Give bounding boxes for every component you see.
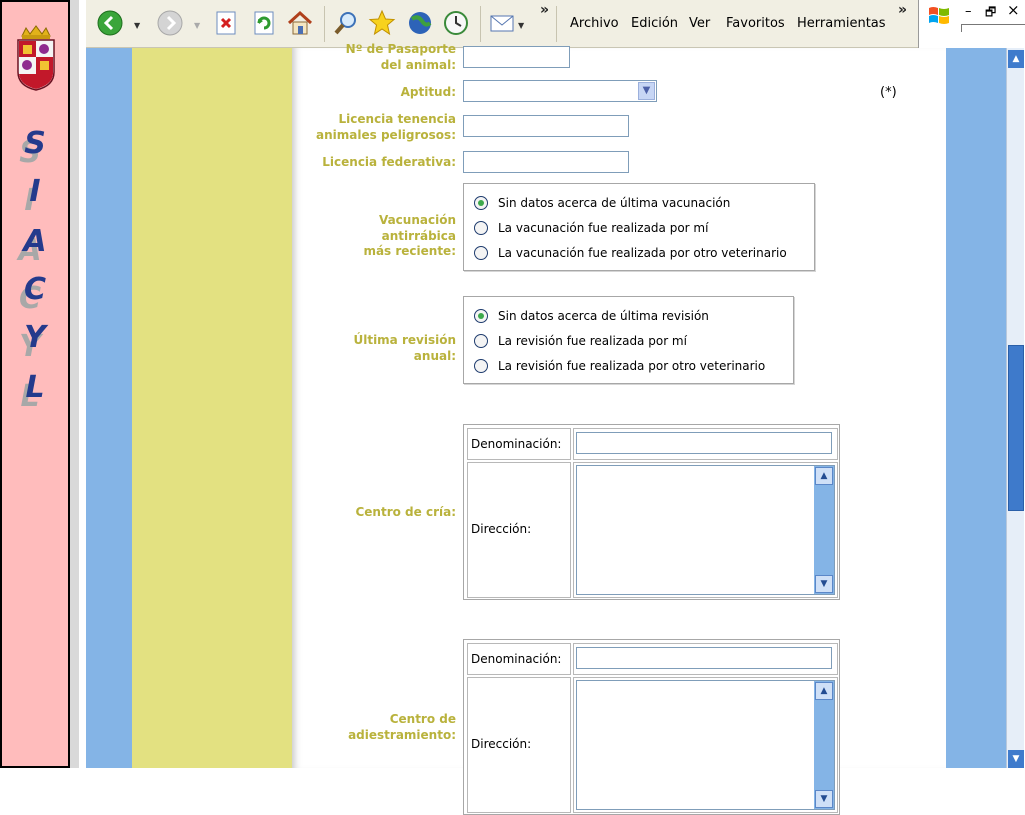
required-note: (*) [880, 85, 897, 100]
favorites-star-icon[interactable] [368, 9, 396, 37]
radio-selected[interactable] [474, 309, 488, 323]
aptitud-label: Aptitud: [400, 85, 456, 99]
radio-unselected[interactable] [474, 221, 488, 235]
mail-icon[interactable] [488, 9, 516, 37]
toolbar-separator [480, 6, 481, 42]
minimize-button[interactable]: – [965, 4, 972, 19]
centro-adiestramiento-denominacion-input[interactable] [576, 647, 832, 669]
browser-toolbar [86, 0, 1024, 48]
forward-icon[interactable] [156, 9, 184, 37]
brand-sidebar [0, 0, 70, 768]
radio-label: La revisión fue realizada por mí [498, 334, 687, 348]
home-icon[interactable] [286, 9, 314, 37]
close-button[interactable]: × [1007, 1, 1020, 19]
brand-letter-y: Y [24, 320, 46, 355]
radio-label: La revisión fue realizada por otro veterinario [498, 359, 766, 373]
scroll-down-icon[interactable]: ▼ [815, 575, 833, 593]
radio-unselected[interactable] [474, 334, 488, 348]
passport-label-line1: Nº de Pasaporte [345, 42, 456, 56]
radio-label: Sin datos acerca de última vacunación [498, 196, 731, 210]
toolbar-separator [324, 6, 325, 42]
denominacion-cell [467, 428, 571, 460]
windows-logo-icon [927, 4, 951, 28]
revision-label-line1: Última revisión [353, 333, 456, 347]
revision-label-line2: anual: [413, 349, 456, 363]
window-controls [918, 0, 1024, 48]
brand-letter-i: I [29, 174, 41, 209]
denominacion-label: Denominación: [471, 652, 562, 666]
scroll-up-icon[interactable]: ▲ [815, 467, 833, 485]
centro-adiestramiento-direccion-textarea[interactable] [576, 680, 835, 810]
licencia-peligrosos-label-line1: Licencia tenencia [338, 112, 456, 126]
direccion-label: Dirección: [471, 522, 532, 536]
scroll-down-icon[interactable]: ▼ [1008, 750, 1024, 768]
radio-label: La vacunación fue realizada por mí [498, 221, 709, 235]
brand-letter-c: C [23, 272, 47, 307]
forward-dropdown-icon[interactable]: ▼ [194, 21, 201, 30]
restore-button[interactable]: 🗗 [985, 5, 997, 19]
textarea-scrollbar[interactable] [814, 466, 834, 594]
direccion-input-cell [573, 677, 838, 813]
menu-overflow-chevron[interactable]: » [898, 2, 908, 18]
page-left-margin [86, 48, 132, 768]
page-scrollbar[interactable] [1006, 48, 1024, 768]
brand-letter-a: A [23, 224, 47, 259]
direccion-cell [467, 677, 571, 813]
brand-letter-s: S [24, 126, 46, 161]
radio-label: La vacunación fue realizada por otro veterinario [498, 246, 787, 260]
centro-cria-label: Centro de cría: [355, 505, 456, 519]
licencia-peligrosos-label-line2: animales peligrosos: [316, 128, 456, 142]
licencia-federativa-label: Licencia federativa: [322, 155, 456, 169]
denominacion-cell [467, 643, 571, 675]
centro-adiestramiento-label-line2: adiestramiento: [348, 728, 456, 742]
denominacion-input-cell [573, 428, 838, 460]
search-icon[interactable] [332, 9, 360, 37]
chevron-down-icon[interactable]: ▼ [638, 82, 655, 100]
denominacion-label: Denominación: [471, 437, 562, 451]
denominacion-input-cell [573, 643, 838, 675]
coat-of-arms-logo [14, 22, 58, 92]
direccion-label: Dirección: [471, 737, 532, 751]
centro-cria-denominacion-input[interactable] [576, 432, 832, 454]
direccion-cell [467, 462, 571, 598]
vacunacion-radio-group [463, 183, 815, 271]
scroll-down-icon[interactable]: ▼ [815, 790, 833, 808]
passport-input[interactable] [463, 46, 570, 68]
licencia-federativa-input[interactable] [463, 151, 629, 173]
stop-icon[interactable] [212, 9, 240, 37]
refresh-icon[interactable] [250, 9, 278, 37]
passport-label-line2: del animal: [380, 58, 456, 72]
vacunacion-label-line1: Vacunación [378, 213, 456, 227]
vacunacion-label-line3: más reciente: [363, 244, 456, 258]
page-left-panel [132, 48, 292, 768]
menu-ver[interactable]: Ver [689, 16, 711, 31]
history-icon[interactable] [442, 9, 470, 37]
radio-unselected[interactable] [474, 246, 488, 260]
brand-letter-l: L [25, 370, 45, 405]
menu-edicion[interactable]: Edición [631, 16, 679, 31]
scroll-up-icon[interactable]: ▲ [815, 682, 833, 700]
textarea-scrollbar[interactable] [814, 681, 834, 809]
toolbar-overflow-chevron[interactable]: » [540, 2, 550, 18]
centro-adiestramiento-table [463, 639, 840, 815]
centro-cria-table [463, 424, 840, 600]
scrollbar-thumb[interactable] [1008, 345, 1024, 511]
back-icon[interactable] [96, 9, 124, 37]
menu-archivo[interactable]: Archivo [570, 16, 619, 31]
menu-herramientas[interactable]: Herramientas [797, 16, 886, 31]
toolbar-separator [556, 6, 557, 42]
page-right-margin [946, 48, 1006, 768]
centro-cria-direccion-textarea[interactable] [576, 465, 835, 595]
scroll-up-icon[interactable]: ▲ [1008, 50, 1024, 68]
mail-dropdown-icon[interactable]: ▼ [518, 21, 525, 30]
back-dropdown-icon[interactable]: ▼ [134, 21, 141, 30]
radio-label: Sin datos acerca de última revisión [498, 309, 709, 323]
vacunacion-label-line2: antirrábica [381, 229, 456, 243]
licencia-peligrosos-input[interactable] [463, 115, 629, 137]
window-frame-strip [70, 0, 79, 768]
media-globe-icon[interactable] [406, 9, 434, 37]
direccion-input-cell [573, 462, 838, 598]
radio-selected[interactable] [474, 196, 488, 210]
address-box-fragment [961, 24, 1025, 32]
centro-adiestramiento-label-line1: Centro de [389, 712, 456, 726]
revision-radio-group [463, 296, 794, 384]
menu-favoritos[interactable]: Favoritos [726, 16, 785, 31]
radio-unselected[interactable] [474, 359, 488, 373]
aptitud-select[interactable] [463, 80, 657, 102]
form-content [292, 42, 946, 804]
